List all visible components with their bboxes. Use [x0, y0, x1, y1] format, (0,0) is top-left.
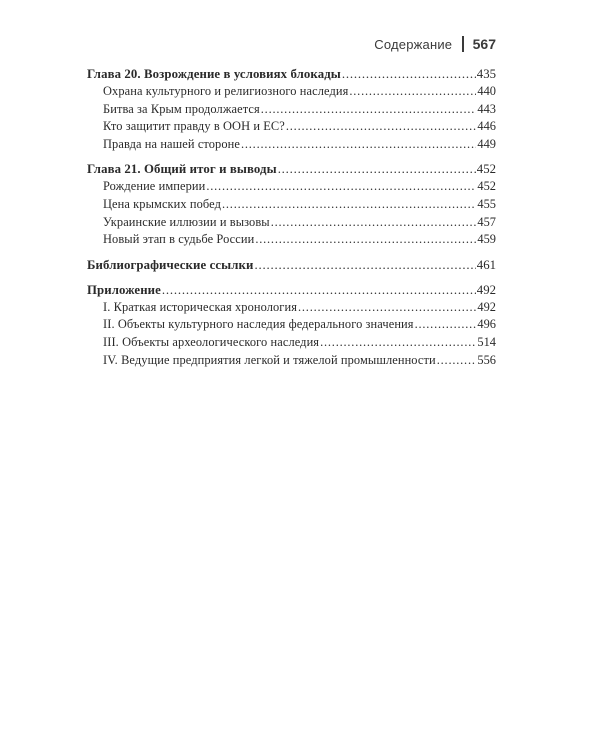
toc-section-entry	[87, 83, 496, 101]
toc-dot-leader	[162, 281, 476, 299]
toc-section-entry	[87, 231, 496, 249]
toc-section-entry	[87, 178, 496, 196]
toc-entry-title: Библиографические ссылки	[87, 257, 254, 272]
table-of-contents	[87, 65, 496, 369]
toc-chapter-entry	[87, 281, 496, 299]
toc-section-entry	[87, 214, 496, 232]
toc-entry-page: 496	[477, 317, 496, 332]
toc-dot-leader	[320, 334, 476, 352]
toc-entry-title: Глава 21. Общий итог и выводы	[87, 162, 277, 177]
toc-entry-title: Новый этап в судьбе России	[103, 232, 255, 247]
toc-dot-leader	[342, 65, 476, 83]
toc-entry-title: Битва за Крым продолжается	[103, 101, 260, 116]
toc-entry-title: Кто защитит правду в ООН и ЕС?	[103, 119, 285, 134]
toc-entry-title: Рождение империи	[103, 179, 206, 194]
toc-dot-leader	[241, 136, 476, 154]
toc-entry-title: Украинские иллюзии и вызовы	[103, 214, 270, 229]
toc-chapter-entry	[87, 65, 496, 83]
running-header-section: Содержание	[374, 36, 453, 52]
toc-entry-title: IV. Ведущие предприятия легкой и тяжелой промышленности	[103, 352, 436, 367]
toc-dot-leader	[254, 256, 475, 274]
toc-entry-page: 449	[477, 136, 496, 151]
toc-dot-leader	[206, 178, 476, 196]
toc-dot-leader	[255, 231, 476, 249]
toc-section-entry	[87, 316, 496, 334]
toc-chapter-entry	[87, 256, 496, 274]
toc-dot-leader	[261, 101, 477, 119]
toc-entry-page: 452	[477, 179, 496, 194]
toc-entry-page: 514	[477, 334, 496, 349]
toc-entry-page: 459	[477, 232, 496, 247]
toc-dot-leader	[415, 316, 477, 334]
toc-chapter-entry	[87, 160, 496, 178]
toc-entry-title: II. Объекты культурного наследия федерального значения	[103, 317, 414, 332]
toc-entry-page: 556	[477, 352, 496, 367]
toc-entry-page: 435	[476, 67, 496, 81]
toc-entry-title: Правда на нашей стороне	[103, 136, 240, 151]
toc-section-entry	[87, 299, 496, 317]
running-header	[374, 36, 496, 52]
header-divider	[462, 36, 463, 52]
toc-entry-title: I. Краткая историческая хронология	[103, 299, 298, 314]
toc-dot-leader	[222, 196, 476, 214]
toc-section-entry	[87, 352, 496, 370]
running-header-page-number: 567	[472, 36, 496, 52]
toc-entry-page: 443	[477, 101, 496, 116]
toc-entry-page: 457	[477, 214, 496, 229]
toc-section-entry	[87, 101, 496, 119]
toc-entry-page: 446	[477, 119, 496, 134]
toc-entry-page: 452	[476, 162, 496, 177]
toc-dot-leader	[278, 160, 476, 178]
toc-entry-page: 455	[477, 196, 496, 211]
toc-entry-title: Цена крымских побед	[103, 196, 222, 211]
toc-dot-leader	[437, 352, 477, 370]
toc-entry-page: 440	[477, 84, 496, 98]
toc-entry-page: 492	[477, 299, 496, 314]
toc-entry-page: 492	[476, 282, 496, 297]
toc-entry-title: Охрана культурного и религиозного наследия	[103, 84, 349, 98]
toc-section-entry	[87, 118, 496, 136]
toc-section-entry	[87, 334, 496, 352]
toc-entry-title: Приложение	[87, 282, 161, 297]
toc-dot-leader	[271, 214, 477, 232]
toc-entry-page: 461	[476, 257, 496, 272]
toc-dot-leader	[298, 299, 476, 317]
toc-dot-leader	[286, 118, 477, 136]
toc-section-entry	[87, 196, 496, 214]
toc-section-entry	[87, 136, 496, 154]
toc-dot-leader	[349, 83, 476, 101]
toc-entry-title: III. Объекты археологического наследия	[103, 334, 320, 349]
toc-entry-title: Глава 20. Возрождение в условиях блокады	[87, 67, 341, 81]
